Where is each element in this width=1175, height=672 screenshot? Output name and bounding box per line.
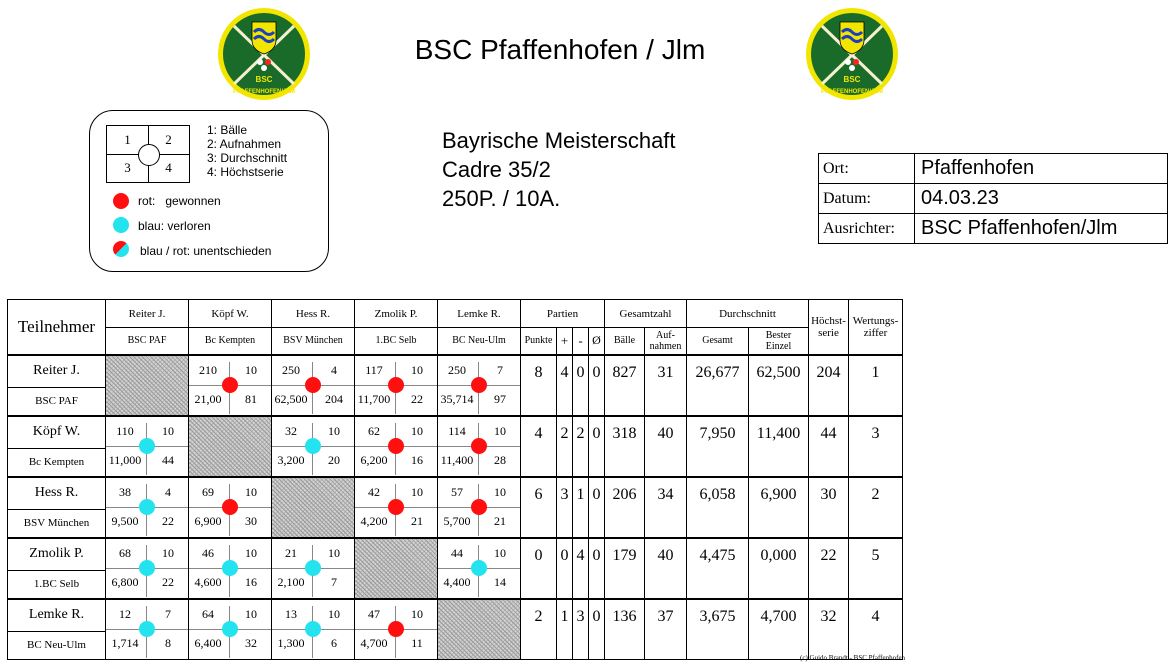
opponent-club-2: Bc Kempten — [189, 328, 272, 355]
player-club: BC Neu-Ulm — [8, 631, 106, 659]
match-balls: 57 — [451, 485, 463, 499]
opponent-name-1: Reiter J. — [106, 300, 189, 328]
ausrichter-value: BSC Pfaffenhofen/Jlm — [921, 217, 1118, 239]
match-innings: 10 — [245, 546, 257, 560]
stat-hoechst: 44 — [809, 416, 849, 477]
header-gesamtzahl: Gesamtzahl — [605, 300, 687, 328]
match-high-run: 22 — [162, 514, 174, 528]
match-innings: 10 — [245, 363, 257, 377]
svg-text:BSC: BSC — [843, 75, 861, 84]
match-result-dot — [139, 499, 155, 515]
match-result-dot — [222, 499, 238, 515]
match-average: 4,400 — [443, 575, 471, 589]
match-average: 11,000 — [108, 453, 142, 467]
match-high-run: 22 — [162, 575, 174, 589]
match-high-run: 8 — [165, 636, 171, 650]
match-average: 1,714 — [111, 636, 139, 650]
match-result-dot — [139, 560, 155, 576]
stat-punkte: 8 — [521, 355, 557, 416]
stat-gesamt: 4,475 — [687, 538, 749, 599]
match-result-dot — [305, 438, 321, 454]
player-row — [8, 538, 903, 571]
match-high-run: 16 — [411, 453, 423, 467]
match-cell — [189, 599, 272, 660]
header-teilnehmer: Teilnehmer — [8, 300, 106, 355]
match-innings: 7 — [497, 363, 503, 377]
ausrichter-label: Ausrichter: — [819, 214, 915, 243]
legend-item-2: 2: Aufnahmen — [207, 137, 282, 151]
player-name: Reiter J. — [8, 355, 106, 388]
stat-aufnahmen: 37 — [645, 599, 687, 660]
legend-item-3: 3: Durchschnitt — [207, 151, 288, 165]
stat-minus: 1 — [573, 477, 589, 538]
match-innings: 10 — [328, 546, 340, 560]
match-balls: 42 — [368, 485, 380, 499]
match-high-run: 6 — [331, 636, 337, 650]
match-balls: 38 — [119, 485, 131, 499]
stat-punkte: 2 — [521, 599, 557, 660]
match-cell — [355, 416, 438, 477]
legend-box — [89, 110, 329, 272]
match-innings: 10 — [411, 607, 423, 621]
match-result-dot — [388, 499, 404, 515]
header-minus: - — [573, 328, 589, 355]
match-result-dot — [139, 621, 155, 637]
stat-bester: 4,700 — [749, 599, 809, 660]
header-partien: Partien — [521, 300, 605, 328]
match-cell — [189, 538, 272, 599]
legend-lost-label: blau: verloren — [138, 219, 211, 233]
match-high-run: 204 — [325, 392, 343, 406]
copyright: (c) Guido Brandt - BSC Pfaffenhofen — [800, 654, 906, 662]
match-cell — [106, 599, 189, 660]
stat-avg: 0 — [589, 599, 605, 660]
stat-punkte: 6 — [521, 477, 557, 538]
match-result-dot — [471, 377, 487, 393]
stat-wertung: 1 — [849, 355, 903, 416]
self-match-cell — [355, 538, 438, 599]
match-innings: 10 — [494, 424, 506, 438]
self-match-cell — [438, 599, 521, 660]
legend-draw-label: blau / rot: unentschieden — [140, 244, 272, 258]
match-result-dot — [471, 560, 487, 576]
legend-quadrant-3: 3 — [124, 160, 131, 175]
player-club: Bc Kempten — [8, 448, 106, 477]
header-hoechstserie: Höchst- serie — [809, 300, 849, 355]
match-cell — [189, 477, 272, 538]
match-average: 62,500 — [274, 392, 308, 406]
self-match-cell — [272, 477, 355, 538]
stat-punkte: 4 — [521, 416, 557, 477]
self-match-cell — [106, 355, 189, 416]
match-balls: 210 — [199, 363, 217, 377]
player-row — [8, 416, 903, 449]
match-result-dot — [305, 560, 321, 576]
legend-quadrant-2: 2 — [165, 132, 172, 147]
opponent-club-4: 1.BC Selb — [355, 328, 438, 355]
match-cell — [272, 416, 355, 477]
match-balls: 69 — [202, 485, 214, 499]
stat-minus: 2 — [573, 416, 589, 477]
match-average: 6,400 — [194, 636, 222, 650]
stat-baelle: 318 — [605, 416, 645, 477]
stat-bester: 0,000 — [749, 538, 809, 599]
svg-text:BSC: BSC — [255, 75, 273, 84]
match-result-dot — [139, 438, 155, 454]
match-average: 2,100 — [277, 575, 305, 589]
stat-baelle: 206 — [605, 477, 645, 538]
stat-plus: 3 — [557, 477, 573, 538]
stat-aufnahmen: 34 — [645, 477, 687, 538]
header-aufnahmen: Auf- nahmen — [645, 328, 687, 355]
match-innings: 4 — [165, 485, 171, 499]
header-unentschieden: Ø — [589, 328, 605, 355]
match-innings: 10 — [245, 607, 257, 621]
stat-minus: 3 — [573, 599, 589, 660]
legend-items — [207, 123, 287, 179]
stat-hoechst: 22 — [809, 538, 849, 599]
header-baelle: Bälle — [605, 328, 645, 355]
opponent-club-3: BSV München — [272, 328, 355, 355]
match-average: 5,700 — [443, 514, 471, 528]
stat-baelle: 827 — [605, 355, 645, 416]
match-result-dot — [222, 560, 238, 576]
stat-hoechst: 32 — [809, 599, 849, 660]
match-balls: 46 — [202, 546, 214, 560]
player-name: Hess R. — [8, 477, 106, 510]
stat-gesamt: 7,950 — [687, 416, 749, 477]
match-cell — [355, 477, 438, 538]
header-punkte: Punkte — [521, 328, 557, 355]
match-average: 11,700 — [357, 392, 391, 406]
match-innings: 10 — [245, 485, 257, 499]
match-average: 6,200 — [360, 453, 388, 467]
match-cell — [355, 599, 438, 660]
match-innings: 10 — [162, 546, 174, 560]
player-name: Köpf W. — [8, 416, 106, 449]
legend-quadrant-diagram — [106, 125, 190, 183]
legend-item-1: 1: Bälle — [207, 123, 248, 137]
match-innings: 10 — [162, 424, 174, 438]
match-balls: 250 — [448, 363, 466, 377]
match-high-run: 14 — [494, 575, 506, 589]
match-cell — [272, 538, 355, 599]
competition-discipline: Cadre 35/2 — [442, 157, 551, 182]
match-high-run: 97 — [494, 392, 506, 406]
stat-plus: 1 — [557, 599, 573, 660]
match-high-run: 32 — [245, 636, 257, 650]
player-club: BSC PAF — [8, 387, 106, 416]
stat-wertung: 5 — [849, 538, 903, 599]
page-title: BSC Pfaffenhofen / Jlm — [414, 34, 706, 65]
svg-text:PFAFFENHOFEN/JLM: PFAFFENHOFEN/JLM — [232, 89, 296, 95]
player-row — [8, 599, 903, 632]
stat-gesamt: 6,058 — [687, 477, 749, 538]
player-row — [8, 477, 903, 510]
match-result-dot — [471, 499, 487, 515]
match-average: 6,900 — [194, 514, 222, 528]
header-gesamt: Gesamt — [687, 328, 749, 355]
legend-quadrant-1: 1 — [124, 132, 131, 147]
player-name: Lemke R. — [8, 599, 106, 632]
match-balls: 47 — [368, 607, 380, 621]
match-innings: 10 — [411, 424, 423, 438]
stat-hoechst: 204 — [809, 355, 849, 416]
ort-value: Pfaffenhofen — [921, 157, 1035, 179]
match-cell — [106, 416, 189, 477]
match-average: 21,00 — [194, 392, 222, 406]
legend-won-label: rot: gewonnen — [138, 194, 221, 208]
match-result-dot — [305, 621, 321, 637]
match-high-run: 16 — [245, 575, 257, 589]
match-high-run: 81 — [245, 392, 257, 406]
match-high-run: 20 — [328, 453, 340, 467]
match-balls: 12 — [119, 607, 131, 621]
match-cell — [189, 355, 272, 416]
match-cell — [106, 538, 189, 599]
match-balls: 32 — [285, 424, 297, 438]
stat-avg: 0 — [589, 477, 605, 538]
match-average: 4,200 — [360, 514, 388, 528]
stat-avg: 0 — [589, 416, 605, 477]
match-innings: 10 — [328, 607, 340, 621]
stat-plus: 4 — [557, 355, 573, 416]
match-average: 1,300 — [277, 636, 305, 650]
stat-minus: 0 — [573, 355, 589, 416]
match-cell — [438, 477, 521, 538]
match-innings: 10 — [411, 363, 423, 377]
header-bester-einzel: Bester Einzel — [749, 328, 809, 355]
competition-target: 250P. / 10A. — [442, 186, 561, 211]
match-high-run: 28 — [494, 453, 506, 467]
stat-avg: 0 — [589, 538, 605, 599]
legend-item-4: 4: Höchstserie — [207, 165, 284, 179]
stat-aufnahmen: 40 — [645, 416, 687, 477]
legend-draw-dot — [113, 241, 129, 257]
stat-wertung: 3 — [849, 416, 903, 477]
stat-aufnahmen: 31 — [645, 355, 687, 416]
match-balls: 62 — [368, 424, 380, 438]
match-result-dot — [305, 377, 321, 393]
match-innings: 10 — [494, 546, 506, 560]
match-high-run: 11 — [411, 636, 423, 650]
player-club: BSV München — [8, 509, 106, 538]
stat-punkte: 0 — [521, 538, 557, 599]
stat-bester: 62,500 — [749, 355, 809, 416]
match-cell — [272, 599, 355, 660]
match-cell — [438, 355, 521, 416]
match-average: 9,500 — [111, 514, 139, 528]
match-high-run: 7 — [331, 575, 337, 589]
stat-bester: 6,900 — [749, 477, 809, 538]
stat-baelle: 179 — [605, 538, 645, 599]
header-wertungsziffer: Wertungs- ziffer — [849, 300, 903, 355]
match-balls: 68 — [119, 546, 131, 560]
stat-wertung: 2 — [849, 477, 903, 538]
match-high-run: 30 — [245, 514, 257, 528]
match-cell — [438, 538, 521, 599]
match-balls: 21 — [285, 546, 297, 560]
competition-info — [442, 126, 676, 213]
match-balls: 117 — [365, 363, 383, 377]
legend-lost-dot — [113, 217, 129, 233]
match-balls: 13 — [285, 607, 297, 621]
match-balls: 44 — [451, 546, 463, 560]
match-innings: 7 — [165, 607, 171, 621]
stat-wertung: 4 — [849, 599, 903, 660]
match-result-dot — [222, 377, 238, 393]
match-balls: 64 — [202, 607, 214, 621]
opponent-name-3: Hess R. — [272, 300, 355, 328]
match-balls: 114 — [448, 424, 466, 438]
legend-won-dot — [113, 193, 129, 209]
match-result-dot — [388, 377, 404, 393]
match-result-dot — [388, 438, 404, 454]
header-durchschnitt: Durchschnitt — [687, 300, 809, 328]
match-high-run: 22 — [411, 392, 423, 406]
stat-plus: 2 — [557, 416, 573, 477]
player-row — [8, 355, 903, 388]
stat-bester: 11,400 — [749, 416, 809, 477]
match-innings: 10 — [411, 485, 423, 499]
match-innings: 10 — [494, 485, 506, 499]
datum-label: Datum: — [819, 184, 915, 213]
match-average: 35,714 — [440, 392, 474, 406]
match-high-run: 21 — [411, 514, 423, 528]
match-average: 6,800 — [111, 575, 139, 589]
stat-avg: 0 — [589, 355, 605, 416]
match-result-dot — [471, 438, 487, 454]
match-average: 4,700 — [360, 636, 388, 650]
match-average: 11,400 — [440, 453, 474, 467]
match-high-run: 44 — [162, 453, 174, 467]
ort-label: Ort: — [819, 154, 915, 183]
stat-minus: 4 — [573, 538, 589, 599]
match-average: 3,200 — [277, 453, 305, 467]
match-cell — [106, 477, 189, 538]
match-average: 4,600 — [194, 575, 222, 589]
event-info-box — [818, 153, 1168, 244]
match-high-run: 21 — [494, 514, 506, 528]
stat-plus: 0 — [557, 538, 573, 599]
opponent-club-1: BSC PAF — [106, 328, 189, 355]
match-balls: 250 — [282, 363, 300, 377]
stat-aufnahmen: 40 — [645, 538, 687, 599]
match-cell — [438, 416, 521, 477]
stat-gesamt: 3,675 — [687, 599, 749, 660]
self-match-cell — [189, 416, 272, 477]
match-innings: 4 — [331, 363, 337, 377]
stat-baelle: 136 — [605, 599, 645, 660]
legend-quadrant-4: 4 — [165, 160, 172, 175]
match-cell — [272, 355, 355, 416]
stat-hoechst: 30 — [809, 477, 849, 538]
player-name: Zmolik P. — [8, 538, 106, 571]
opponent-name-5: Lemke R. — [438, 300, 521, 328]
header-plus: + — [557, 328, 573, 355]
opponent-name-2: Köpf W. — [189, 300, 272, 328]
opponent-club-5: BC Neu-Ulm — [438, 328, 521, 355]
opponent-name-4: Zmolik P. — [355, 300, 438, 328]
match-innings: 10 — [328, 424, 340, 438]
match-balls: 110 — [116, 424, 134, 438]
results-table — [7, 299, 906, 662]
datum-value: 04.03.23 — [921, 187, 999, 209]
match-cell — [355, 355, 438, 416]
stat-gesamt: 26,677 — [687, 355, 749, 416]
competition-name: Bayrische Meisterschaft — [442, 128, 676, 153]
match-result-dot — [222, 621, 238, 637]
player-club: 1.BC Selb — [8, 570, 106, 599]
svg-text:PFAFFENHOFEN/JLM: PFAFFENHOFEN/JLM — [820, 89, 884, 95]
match-result-dot — [388, 621, 404, 637]
